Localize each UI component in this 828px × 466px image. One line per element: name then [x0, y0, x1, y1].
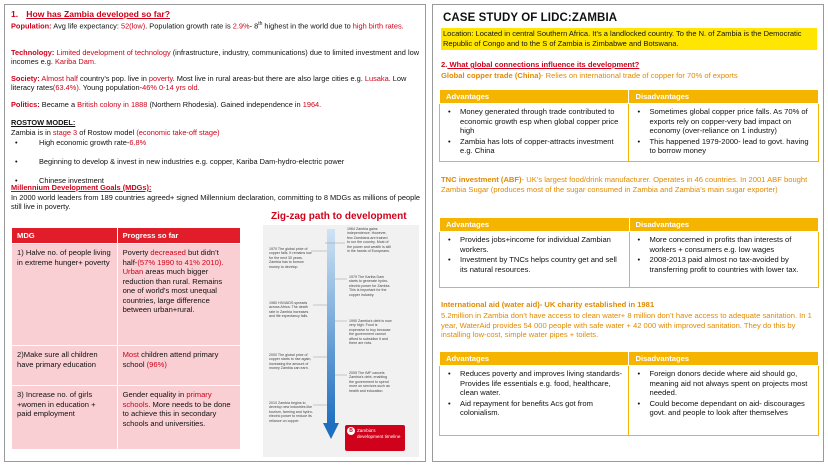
timeline-note-1990: 1990 Zambia's debt is now very high. Food is expensive to buy because the government cannot afford to subsidise it and there are riots. — [349, 319, 392, 346]
timeline-note-2000: 2000 The global price of copper starts to rise again, increasing the amount of money Zambia can earn. — [269, 353, 312, 371]
tnc-heading — [441, 175, 817, 194]
rostow-text: Zambia is in — [11, 128, 53, 137]
technology-label: Technology: — [11, 48, 55, 57]
progress-red-text: (57% 1990 to 41% 2010). — [137, 257, 224, 267]
timeline-note-1970: 1970 The global price of copper falls. It remains low for the next 30 years. Zambia has to borrow money to develop. — [269, 247, 312, 269]
list-item: • Reduces poverty and improves living standards- Provides life essentials e.g. food, healthcare, clean water. — [444, 369, 622, 397]
progress-col-header: Progress so far — [117, 228, 240, 244]
technology-red-text: Limited development of technology — [54, 48, 171, 57]
advantages-header: Advantages — [440, 218, 630, 232]
copper-header-row — [440, 90, 819, 104]
rostow-bullet-text: Chinese investment — [39, 176, 104, 186]
rostow-bullet-text: Beginning to develop & invest in new industries e.g. copper, Kariba Dam-hydro-electric power — [39, 157, 345, 167]
left-panel — [4, 4, 426, 462]
progress-red-text: Urban — [122, 267, 144, 277]
mdg-title: Millennium Development Goals (MDGs): — [11, 183, 152, 192]
disadvantages-header: Disadvantages — [629, 218, 819, 232]
progress-text: children attend primary school — [122, 350, 219, 369]
tnc-title: TNC investment (ABF) — [441, 175, 522, 184]
case-study-title: CASE STUDY OF LIDC:ZAMBIA — [443, 12, 618, 24]
mdg-goal-cell: 1) Halve no. of people living in extreme hunger+ poverty — [12, 244, 118, 346]
q2-title: What global connections influence its development? — [447, 60, 640, 69]
progress-text: but didn’t half- — [122, 248, 219, 267]
q2-heading — [441, 60, 817, 70]
progress-text: areas much bigger reduction than rural. Remains one of world’s most unequal countries, large difference between urban+rural. — [122, 267, 223, 315]
mdg-col-header: MDG — [12, 228, 118, 244]
table-row — [440, 366, 819, 436]
rostow-bullet — [11, 138, 423, 147]
society-red-text: Almost half — [39, 74, 78, 83]
tnc-table — [439, 217, 819, 288]
timeline-note-2010: 2010 Zambia begins to develop new industries like tourism, farming and hydro-electric power to reduce its reliance on copper. — [269, 401, 313, 423]
table-row — [440, 104, 819, 162]
life-expectancy-value: 52(low) — [120, 21, 146, 31]
q2-number: 2. — [441, 60, 448, 69]
timeline-note-1979: 1979 The Kariba Dam starts to generate hydro-electric power for Zambia. This is important for the copper industry. — [349, 275, 391, 297]
timeline-badge-letter: B — [349, 428, 353, 434]
aid-text: 5.2million in Zambia don’t have access to clean water+ 8 million don’t have access to adequate sanitation. In 1 year, WaterAid provides 54 000 people with safe water + 42 000 with improved sanitation. They do this by installing low-cost, simple water pipes + toilets. — [441, 311, 812, 340]
society-text: Young population- — [80, 83, 143, 93]
progress-red-text: decreased — [150, 248, 186, 258]
aid-table — [439, 351, 819, 436]
mdg-para — [11, 193, 423, 211]
society-label: Society: — [11, 74, 40, 83]
list-item: • Investment by TNCs helps country get and sell its natural resources. — [444, 255, 623, 274]
zigzag-title: Zig-zag path to development — [271, 211, 407, 222]
politics-red-text: 1964. — [302, 100, 322, 109]
progress-red-text: Most — [122, 350, 140, 360]
disadvantages-header: Disadvantages — [629, 352, 819, 366]
copper-advantages-cell — [440, 104, 629, 162]
society-red-text: Lusaka. — [364, 74, 391, 83]
society-red-text: 46% 0-14 yrs old. — [142, 83, 200, 93]
population-text: . Population growth rate is — [145, 21, 233, 31]
tnc-header-row — [440, 218, 819, 232]
list-item: • More concerned in profits than interests of workers + consumers e.g. low wages — [634, 235, 813, 254]
population-label: Population: — [11, 21, 52, 31]
population-text: Avg life expectancy: — [51, 21, 121, 31]
list-item: • Zambia has lots of copper-attracts investment e.g. China — [444, 137, 622, 156]
birth-rates-text: high birth rates. — [352, 21, 404, 31]
aid-title: International aid (water aid) — [441, 300, 540, 309]
timeline-note-1964: 1964 Zambia gains independence. However, few Zambians are trained to run the country. Most of the power and wealth is still in the hands of Europeans. — [347, 227, 391, 254]
aid-header-row — [440, 352, 819, 366]
table-row — [12, 244, 241, 346]
rostow-title: ROSTOW MODEL: — [11, 118, 76, 127]
politics-text: Became a — [39, 100, 78, 109]
population-para — [11, 21, 423, 31]
table-row — [440, 232, 819, 288]
population-text: highest in the world due to — [262, 21, 353, 31]
copper-disadvantages-cell — [629, 104, 819, 162]
copper-table — [439, 89, 819, 162]
progress-red-text: primary schools — [122, 390, 212, 409]
aid-disadvantages-cell — [629, 366, 819, 436]
mdg-goal-cell: 2)Make sure all children have primary education — [12, 346, 118, 386]
timeline-note-1980: 1980 HIV/AIDS spreads across Africa. The death rate in Zambia increases and life expectancy falls. — [269, 301, 309, 319]
tnc-disadvantages-cell — [629, 232, 819, 288]
society-red-text: poverty — [148, 74, 173, 83]
politics-text: (Northern Rhodesia). Gained independence in — [147, 100, 303, 109]
rostow-para — [11, 128, 423, 137]
society-red-text: (63.4%). — [52, 83, 81, 93]
timeline-badge-caption: Zambia's development timeline — [357, 428, 401, 439]
kariba-dam-text: Kariba Dam. — [54, 57, 97, 67]
mdg-table — [11, 227, 241, 450]
tnc-advantages-cell — [440, 232, 630, 288]
list-item: • Aid repayment for benefits Acs got from colonialism. — [444, 399, 622, 418]
q1-title: How has Zambia developed so far? — [26, 9, 170, 19]
rostow-red-text: stage 3 — [52, 128, 78, 137]
population-sup: th — [258, 21, 263, 27]
list-item: • Money generated through trade contributed to economic growth esp when global copper price high — [444, 107, 622, 135]
mdg-progress-cell — [117, 386, 240, 450]
right-panel — [432, 4, 824, 462]
progress-text: Gender equality in — [122, 390, 187, 400]
aid-heading — [441, 300, 817, 310]
politics-para — [11, 100, 423, 109]
copper-subtitle: - Relies on international trade of copper for 70% of exports — [541, 71, 738, 80]
progress-text: Poverty — [122, 248, 151, 258]
society-text: country’s pop. live in — [77, 74, 149, 83]
tnc-text: - UK’s largest food/drink manufacturer. Operates in 46 countries. In 2001 ABF bought Zambia Sugar (produces most of the sugar consumed in Zambia and Zambia’s main sugar exporter) — [441, 175, 808, 194]
progress-red-text: (96%) — [146, 359, 167, 369]
rostow-bullet-red: 6.8% — [129, 138, 147, 147]
list-item: • Sometimes global copper price falls. As 70% of exports rely on copper-very bad impact on economy (over-reliance on 1 industry) — [633, 107, 812, 135]
mdg-header-row — [12, 228, 241, 244]
disadvantages-header: Disadvantages — [629, 90, 819, 104]
society-para — [11, 74, 423, 92]
population-text: - 8 — [249, 21, 259, 31]
table-row — [12, 346, 241, 386]
rostow-heading — [11, 118, 423, 127]
advantages-header: Advantages — [440, 352, 629, 366]
mdg-text: In 2000 world leaders from 189 countries agreed+ signed Millennium declaration, committing to 8 MDGs as millions of people still live in poverty. — [11, 193, 420, 212]
technology-para — [11, 48, 423, 66]
rostow-red-text: (economic take-off stage) — [136, 128, 220, 137]
list-item: • 2008-2013 paid almost no tax-avoided by transferring profit to countries with lower tax. — [634, 255, 813, 274]
aid-advantages-cell — [440, 366, 629, 436]
technology-text: (infrastructure, industry, communications) due to limited investment and low incomes e.g. — [11, 48, 420, 67]
progress-text: . More needs to be done to achieve this in secondary schools and universities. — [122, 399, 231, 428]
rostow-bullet-text: High economic growth rate- — [39, 138, 130, 147]
list-item: • Foreign donors decide where aid should go, meaning aid not always spent on projects most needed. — [633, 369, 812, 397]
mdg-heading — [11, 183, 423, 192]
copper-title: Global copper trade (China) — [441, 71, 541, 80]
copper-heading — [441, 71, 817, 81]
mdg-progress-cell — [117, 346, 240, 386]
development-timeline-image — [263, 225, 419, 457]
rostow-text: of Rostow model — [77, 128, 137, 137]
timeline-note-2005: 2005 The IMF cancels Zambia's debt, enabling the government to spend more on services such as health and education. — [349, 371, 390, 393]
mdg-goal-cell: 3) Increase no. of girls +women in education + paid employment — [12, 386, 118, 450]
list-item: • Could become dependant on aid- discourages govt. and people to look after themselves — [633, 399, 812, 418]
q1-heading — [11, 9, 423, 19]
table-row — [12, 386, 241, 450]
rostow-bullet — [11, 157, 423, 166]
advantages-header: Advantages — [440, 90, 629, 104]
politics-label: Politics: — [11, 100, 40, 109]
society-text: Low literacy rates — [11, 74, 407, 93]
growth-rate-value: 2.9% — [232, 21, 250, 31]
q1-number: 1. — [11, 9, 19, 19]
list-item: • Provides jobs+income for individual Zambian workers. — [444, 235, 623, 254]
location-highlight: Location: Located in central Southern Africa. It’s a landlocked country. To the N. of Zambia is the Democratic Republic of Congo and to the S of Zambia is Zimbabwe and Botswana. — [441, 28, 817, 50]
society-text: . Most live in rural areas-but there are also large cities e.g. — [172, 74, 365, 83]
mdg-progress-cell — [117, 244, 240, 346]
aid-subtitle: - UK charity established in 1981 — [539, 300, 655, 309]
politics-red-text: British colony in 1888 — [77, 100, 148, 109]
list-item: • This happened 1979-2000- lead to govt. having to borrow money — [633, 137, 812, 156]
